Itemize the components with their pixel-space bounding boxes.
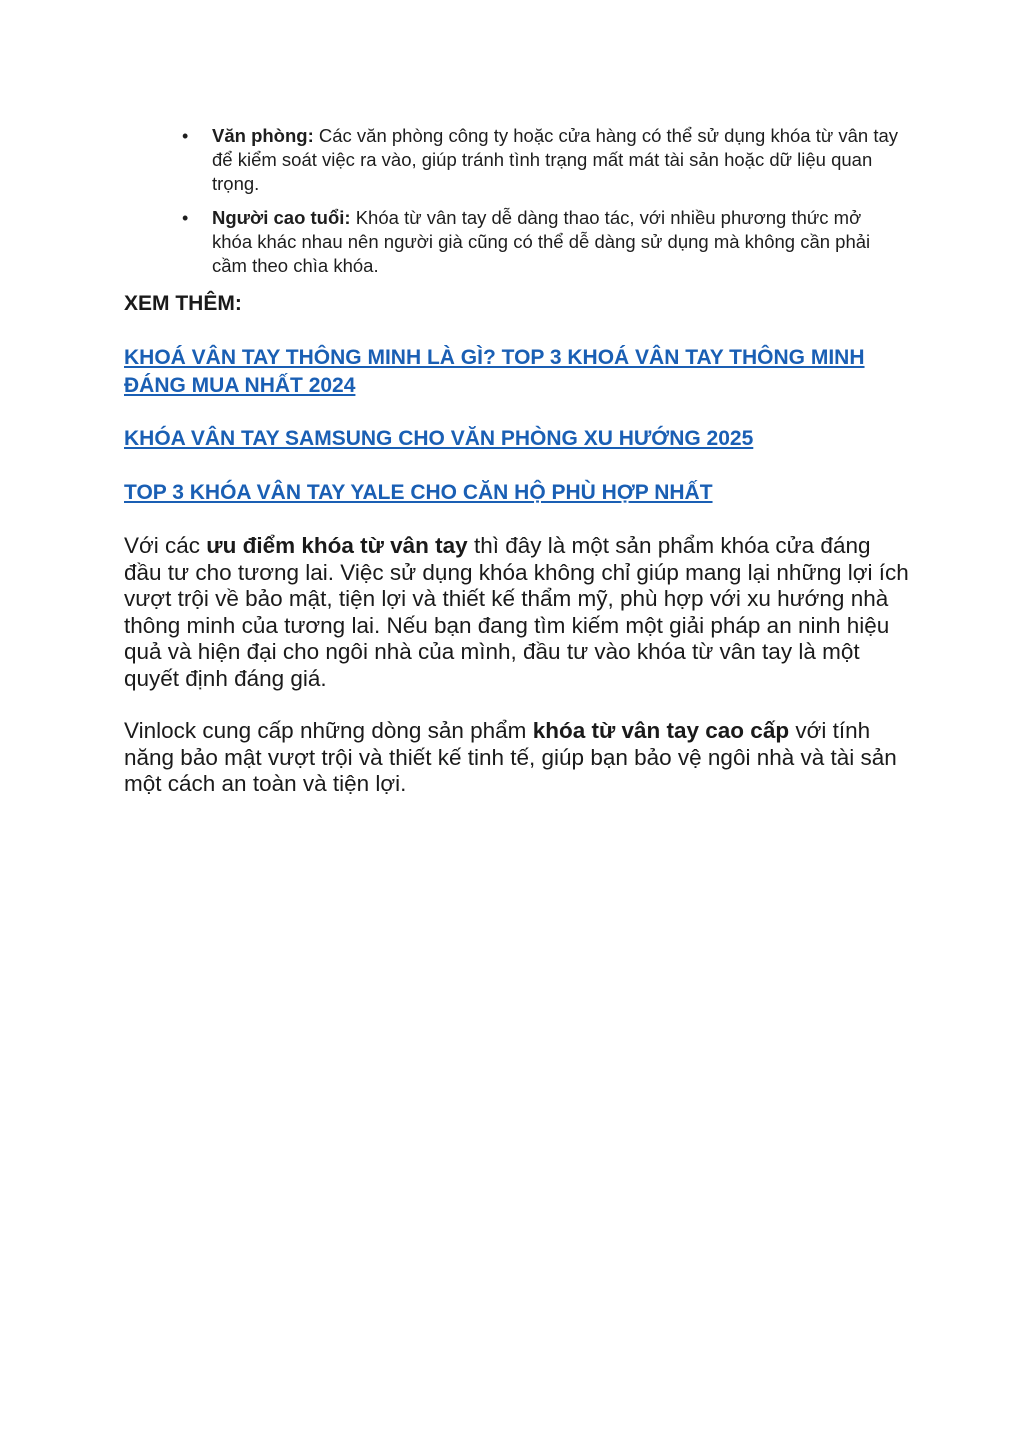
list-item xyxy=(170,206,900,278)
bullet-label: Người cao tuổi: xyxy=(212,207,351,228)
bullet-text: Khóa từ vân tay dễ dàng thao tác, với nhiều phương thức mở khóa khác nhau nên người già cũng có thể dễ dàng sử dụng mà không cần phải cầm theo chìa khóa. xyxy=(212,207,871,276)
paragraph-bold: khóa từ vân tay cao cấp xyxy=(532,718,790,743)
paragraph-bold: ưu điểm khóa từ vân tay xyxy=(206,533,468,558)
bullet-list xyxy=(170,124,900,288)
related-link-smart-lock[interactable]: KHOÁ VÂN TAY THÔNG MINH LÀ GÌ? TOP 3 KHOÁ VÂN TAY THÔNG MINH ĐÁNG MUA NHẤT 2024 xyxy=(124,346,865,397)
related-link-samsung-lock[interactable]: KHÓA VÂN TAY SAMSUNG CHO VĂN PHÒNG XU HƯỚNG 2025 xyxy=(124,427,754,450)
paragraph-text: với tính năng bảo mật vượt trội và thiết kế tinh tế, giúp bạn bảo vệ ngôi nhà và tài sản một cách an toàn và tiện lợi. xyxy=(124,718,897,796)
paragraph-text: Với các xyxy=(124,533,207,558)
bullet-icon: • xyxy=(182,208,189,228)
related-link-yale-lock[interactable]: TOP 3 KHÓA VÂN TAY YALE CHO CĂN HỘ PHÙ HỢP NHẤT xyxy=(124,481,713,504)
bullet-label: Văn phòng: xyxy=(212,125,314,146)
paragraph-advantages xyxy=(124,533,914,692)
paragraph-text: thì đây là một sản phẩm khóa cửa đáng đầu tư cho tương lai. Việc sử dụng khóa không chỉ giúp mang lại những lợi ích vượt trội về bảo mật, tiện lợi và thiết kế thẩm mỹ, phù hợp với xu hướng nhà thông minh của tương lai. Nếu bạn đang tìm kiếm một giải pháp an ninh hiệu quả và hiện đại cho ngôi nhà của mình, đầu tư vào khóa từ vân tay là một quyết định đáng giá. xyxy=(124,533,909,691)
bullet-text: Các văn phòng công ty hoặc cửa hàng có thể sử dụng khóa từ vân tay để kiểm soát việc ra vào, giúp tránh tình trạng mất mát tài sản hoặc dữ liệu quan trọng. xyxy=(212,125,899,194)
bullet-icon: • xyxy=(182,126,189,146)
paragraph-vinlock xyxy=(124,718,914,798)
paragraph-text: Vinlock cung cấp những dòng sản phẩm xyxy=(124,718,533,743)
see-more-heading: XEM THÊM: xyxy=(124,292,242,315)
list-item xyxy=(170,124,900,196)
